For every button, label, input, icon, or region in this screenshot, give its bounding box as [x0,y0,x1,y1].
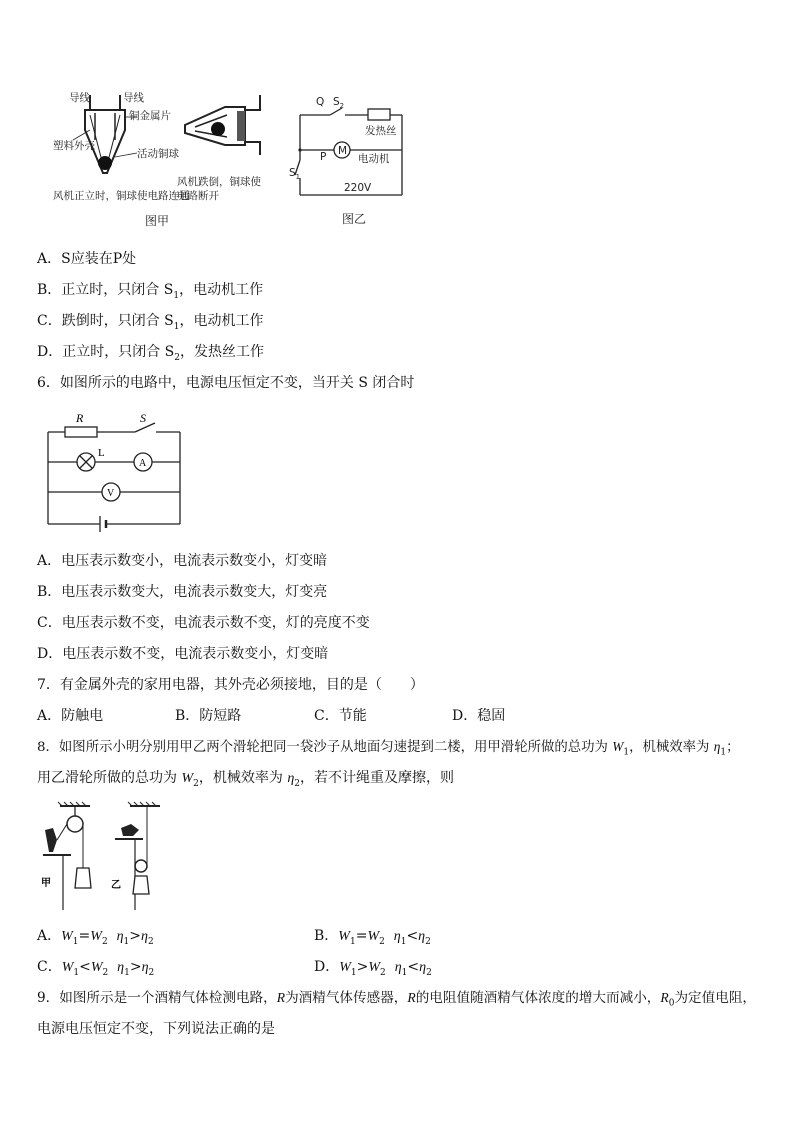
q6-label-A: A [139,458,147,469]
q8-option-d: D．$W_1>W_2$ $\eta_1<\eta_2$ [314,959,432,978]
q5-option-d: D．正立时，只闭合 $S_2$，发热丝工作 [37,344,264,363]
caption-upright: 风机正立时，铜球使电路连通 [53,190,190,202]
label-voltage: 220V [344,182,372,194]
q8-fig-label-yi: 乙 [111,880,121,891]
label-wire-left: 导线 [69,92,90,104]
q6-option-d: D．电压表示数不变，电流表示数变小，灯变暗 [37,646,329,662]
q7-option-d: D．稳固 [452,708,506,724]
label-plastic-shell: 塑料外壳 [53,140,95,152]
q8-stem-line2: 用乙滑轮所做的总功为 $W_2$，机械效率为 $\eta_2$，若不计绳重及摩擦，则 [37,770,454,789]
q5-option-b: B．正立时，只闭合 $S_1$，电动机工作 [37,282,264,301]
label-P: P [320,151,327,163]
label-wire-right: 导线 [123,92,144,104]
label-M: M [338,145,348,157]
q7-stem: 7．有金属外壳的家用电器，其外壳必须接地，目的是（ ） [37,677,424,693]
q6-option-c: C．电压表示数不变，电流表示数不变，灯的亮度不变 [37,615,370,631]
label-motor: 电动机 [358,153,390,165]
q9-stem-line1: 9．如图所示是一个酒精气体检测电路，R为酒精气体传感器，R的电阻值随酒精气体浓度的增大而减小，$R_0$为定值电阻， [37,990,757,1009]
q6-label-L: L [98,447,105,459]
label-Q: Q [316,96,325,108]
q6-label-V: V [107,488,115,499]
q6-label-S: S [140,411,146,425]
fig-yi-title: 图乙 [342,212,367,226]
caption-fallen-1: 风机跌倒，铜球使 [177,176,261,188]
q6-option-a: A．电压表示数变小，电流表示数变小，灯变暗 [37,553,328,569]
q8-option-b: B．$W_1=W_2$ $\eta_1<\eta_2$ [314,928,431,947]
q5-option-a: A．S应装在P处 [37,251,137,267]
label-S1: $S_1$ [289,167,301,181]
q8-stem-line1: 8．如图所示小明分别用甲乙两个滑轮把同一袋沙子从地面匀速提到二楼，用甲滑轮所做的总功为 $W_1$，机械效率为 $\eta_1$； [37,739,740,758]
q6-circuit-figure [40,410,190,535]
q7-option-c: C．节能 [314,708,367,724]
q7-option-a: A．防触电 [37,708,104,724]
q6-stem: 6．如图所示的电路中，电源电压恒定不变，当开关 S 闭合时 [37,375,415,391]
q8-fig-label-jia: 甲 [41,878,51,889]
q9-stem-line2: 电源电压恒定不变，下列说法正确的是 [37,1021,275,1037]
label-copper-sheet: 铜金属片 [129,110,171,122]
figure-jia [45,85,285,235]
q5-option-c: C．跌倒时，只闭合 $S_1$，电动机工作 [37,313,264,332]
label-S2: $S_2$ [333,96,345,110]
fig-jia-title: 图甲 [145,214,170,228]
q6-label-R: R [76,411,84,425]
q8-pulley-figure [35,800,175,915]
q6-option-b: B．电压表示数变大，电流表示数变大，灯变亮 [37,584,328,600]
q7-option-b: B．防短路 [175,708,242,724]
caption-fallen-2: 电路断开 [177,190,219,202]
figure-yi [290,90,420,235]
q8-option-a: A．$W_1=W_2$ $\eta_1>\eta_2$ [37,928,154,947]
q8-option-c: C．$W_1<W_2$ $\eta_1>\eta_2$ [37,959,155,978]
label-copper-ball: 活动铜球 [137,148,179,160]
label-heater: 发热丝 [365,125,397,137]
